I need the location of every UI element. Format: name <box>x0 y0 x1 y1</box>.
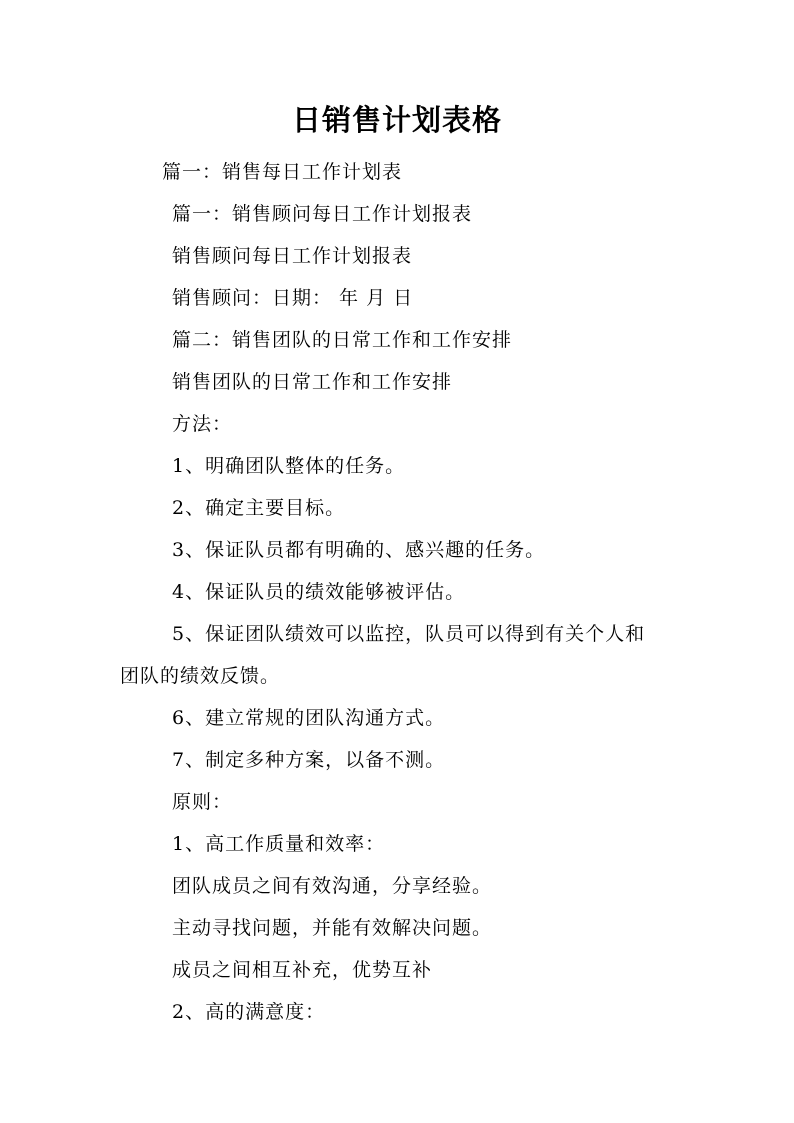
paragraph-line: 方法： <box>172 413 233 435</box>
list-item: 2、确定主要目标。 <box>172 497 346 519</box>
paragraph-line: 主动寻找问题，并能有效解决问题。 <box>172 917 493 939</box>
list-item: 3、保证队员都有明确的、感兴趣的任务。 <box>172 539 546 561</box>
paragraph-line: 团队成员之间有效沟通，分享经验。 <box>172 875 493 897</box>
subsection-heading: 篇二：销售团队的日常工作和工作安排 <box>172 329 513 351</box>
list-item: 7、制定多种方案，以备不测。 <box>172 749 446 771</box>
paragraph-line: 成员之间相互补充，优势互补 <box>172 959 433 981</box>
list-item-continuation: 团队的绩效反馈。 <box>120 665 281 687</box>
list-item: 1、高工作质量和效率： <box>172 833 386 855</box>
section-heading: 篇一：销售每日工作计划表 <box>162 161 403 183</box>
paragraph-line: 销售顾问每日工作计划报表 <box>172 245 413 267</box>
list-item: 5、保证团队绩效可以监控，队员可以得到有关个人和 <box>172 623 646 645</box>
paragraph-line: 销售团队的日常工作和工作安排 <box>172 371 453 393</box>
paragraph-line: 原则： <box>172 791 233 813</box>
subsection-heading: 篇一：销售顾问每日工作计划报表 <box>172 203 473 225</box>
list-item: 4、保证队员的绩效能够被评估。 <box>172 581 466 603</box>
list-item: 6、建立常规的团队沟通方式。 <box>172 707 446 729</box>
paragraph-line: 销售顾问：日期： 年 月 日 <box>172 287 414 309</box>
document-title: 日销售计划表格 <box>291 103 502 137</box>
list-item: 1、明确团队整体的任务。 <box>172 455 406 477</box>
list-item: 2、高的满意度： <box>172 1001 326 1023</box>
